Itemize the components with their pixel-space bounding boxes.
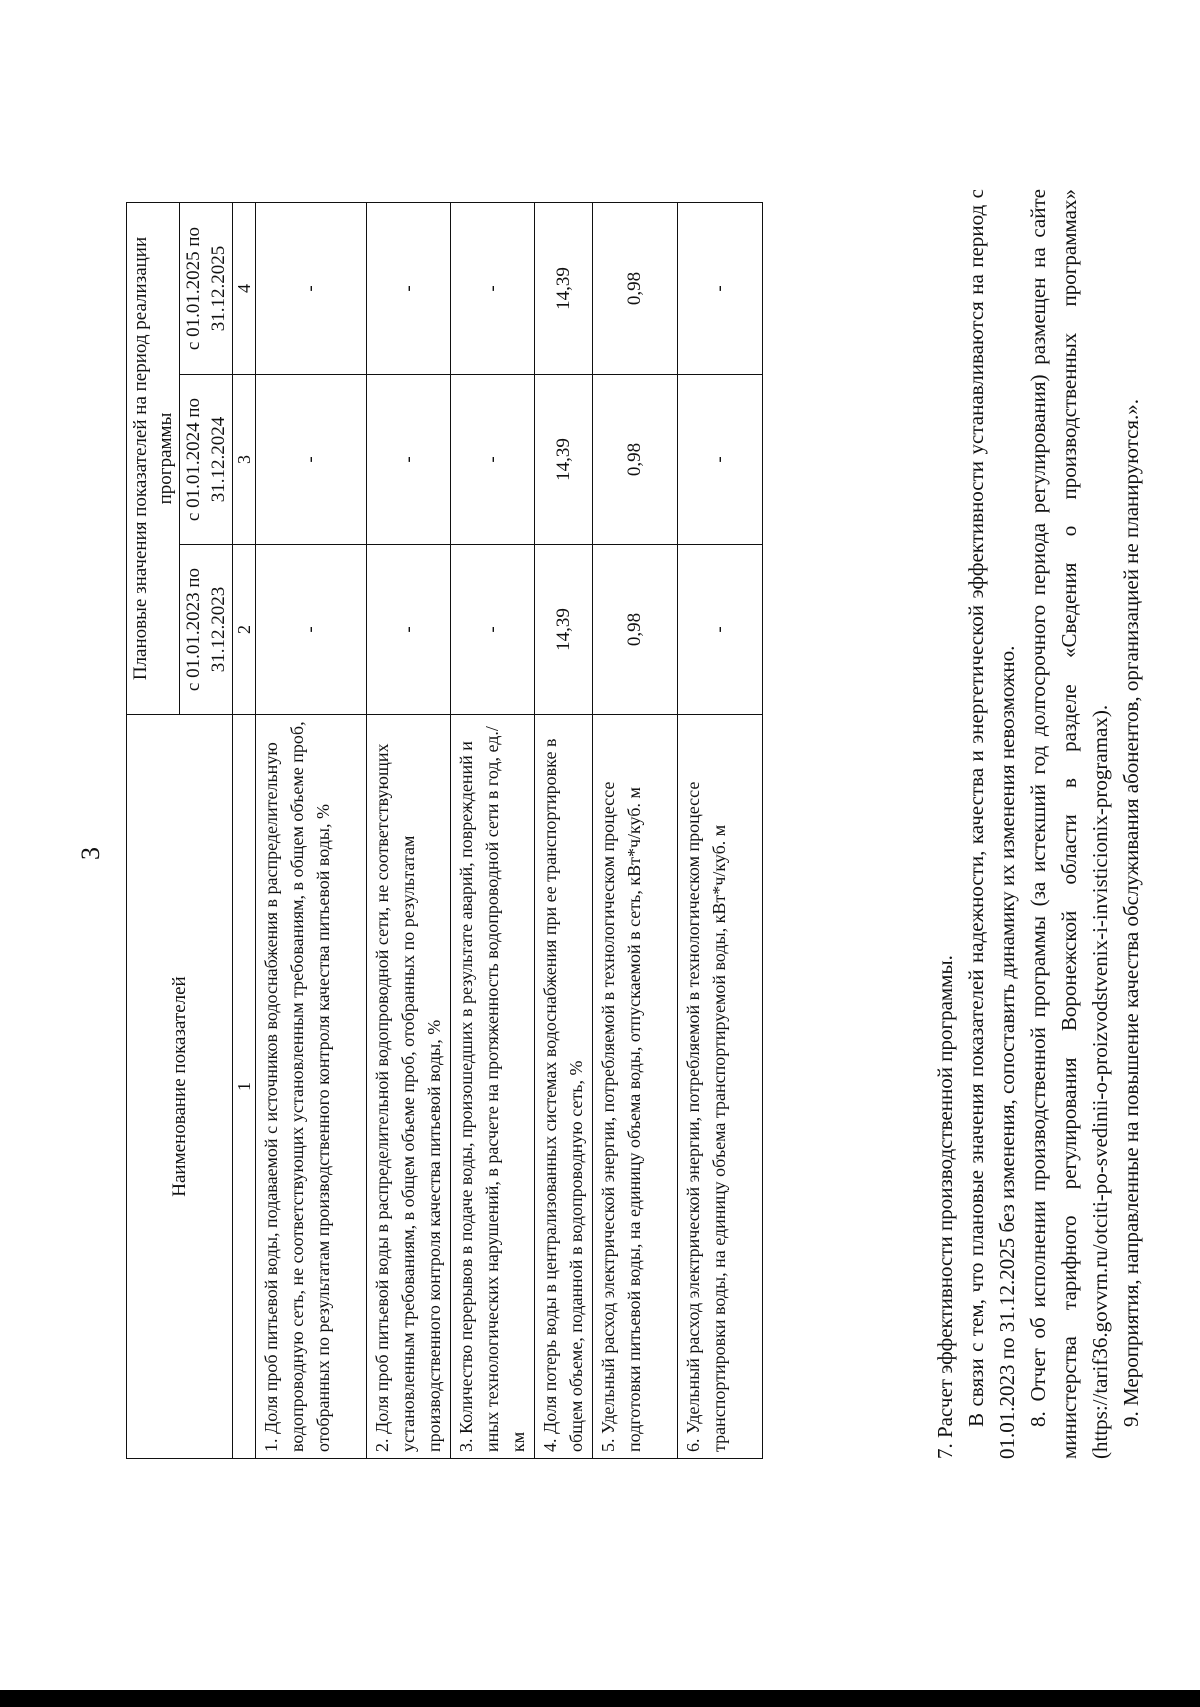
section-8-text: 8. Отчет об исполнении производственной программы (за истекший год долгосрочного периода регулирования) размещен на сайте министерства тарифного регулирования Воронежской области в разделе «Сведения о производственных программах» (https://tarif36.govvrn.ru/otciti-po-svedinii-o-proizvodstvenix-i-invisticionix-programax). xyxy=(1026,189,1112,1459)
column-number: 1 xyxy=(233,715,256,1459)
table-row xyxy=(256,203,367,1459)
name-column-header: Наименование показателей xyxy=(127,715,233,1459)
indicator-name: 5. Удельный расход электрической энергии, потребляемой в технологическом процессе подготовки питьевой воды, на единицу объема воды, отпускаемой в сеть, кВт*ч/куб. м xyxy=(593,715,678,1459)
indicator-value: - xyxy=(678,203,763,375)
indicator-value: - xyxy=(256,375,367,545)
indicator-value: 0,98 xyxy=(593,375,678,545)
indicator-value: 14,39 xyxy=(535,203,593,375)
page-number: 3 xyxy=(76,847,105,860)
indicator-name: 3. Количество перерывов в подаче воды, произошедших в результате аварий, повреждений и иных технологических нарушений, в расчете на протяженность водопроводной сети в год, ед./км xyxy=(451,715,535,1459)
table-header-row xyxy=(127,203,180,1459)
indicator-value: 14,39 xyxy=(535,545,593,715)
column-number: 3 xyxy=(233,375,256,545)
indicator-value: - xyxy=(678,375,763,545)
indicators-table xyxy=(126,202,763,1459)
indicator-value: - xyxy=(367,203,451,375)
indicator-value: - xyxy=(451,545,535,715)
column-numbers-row xyxy=(233,203,256,1459)
table-row xyxy=(367,203,451,1459)
indicator-name: 4. Доля потерь воды в централизованных системах водоснабжения при ее транспортировке в общем объеме, поданной в водопроводную сеть, % xyxy=(535,715,593,1459)
section-7-text: В связи с тем, что плановые значения показателей надежности, качества и энергетической эффективности устанавливаются на период с 01.01.2023 по 31.12.2025 без изменения, сопоставить динамику их изменения невозможно. xyxy=(964,189,1019,1459)
table-row xyxy=(535,203,593,1459)
section-9-text: 9. Мероприятия, направленные на повышение качества обслуживания абонентов, организацией не планируются.». xyxy=(1119,398,1143,1427)
table-row xyxy=(451,203,535,1459)
indicator-value: 0,98 xyxy=(593,545,678,715)
indicator-name: 1. Доля проб питьевой воды, подаваемой с источников водоснабжения в распределительную водопроводную сеть, не соответствующих установленным требованиям, в общем объеме проб, отобранных по результатам производственного контроля качества питьевой воды, % xyxy=(256,715,367,1459)
indicator-value: - xyxy=(367,545,451,715)
period-header: с 01.01.2024 по 31.12.2024 xyxy=(180,375,233,545)
table-row xyxy=(678,203,763,1459)
indicator-value: - xyxy=(256,545,367,715)
body-text xyxy=(930,189,1147,1459)
indicator-value: - xyxy=(367,375,451,545)
indicator-name: 2. Доля проб питьевой воды в распределительной водопроводной сети, не соответствующих установленным требованиям, в общем объеме проб, отобранных по результатам производственного контроля качества питьевой воды, % xyxy=(367,715,451,1459)
indicator-value: - xyxy=(451,203,535,375)
indicator-value: 14,39 xyxy=(535,375,593,545)
indicator-value: - xyxy=(451,375,535,545)
indicator-value: - xyxy=(678,545,763,715)
plan-values-header: Плановые значения показателей на период реализации программы xyxy=(127,203,180,715)
column-number: 4 xyxy=(233,203,256,375)
table-row xyxy=(593,203,678,1459)
column-number: 2 xyxy=(233,545,256,715)
section-7-title: 7. Расчет эффективности производственной программы. xyxy=(933,955,957,1459)
indicator-value: - xyxy=(256,203,367,375)
period-header: с 01.01.2023 по 31.12.2023 xyxy=(180,545,233,715)
indicator-name: 6. Удельный расход электрической энергии, потребляемой в технологическом процессе транспортировки воды, на единицу объема транспортируемой воды, кВт*ч/куб. м xyxy=(678,715,763,1459)
indicator-value: 0,98 xyxy=(593,203,678,375)
period-header: с 01.01.2025 по 31.12.2025 xyxy=(180,203,233,375)
